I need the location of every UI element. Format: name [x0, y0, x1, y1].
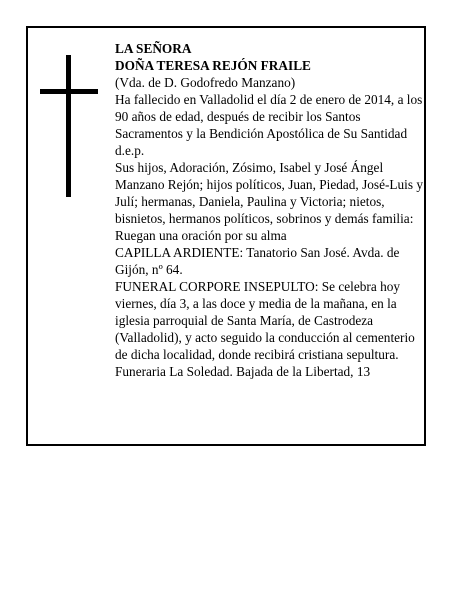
widow-of: (Vda. de D. Godofredo Manzano) — [115, 75, 296, 90]
funeral-info: FUNERAL CORPORE INSEPULTO: Se celebra hoy viernes, día 3, a las doce y media de la mañana, en la iglesia parroquial de Santa María, de Castrodeza (Valladolid), y acto seguido la conducción al cementerio de dicha localidad, donde recibirá cristiana sepultura. — [115, 279, 415, 362]
cross-horizontal-bar — [40, 89, 98, 94]
chapel-info: CAPILLA ARDIENTE: Tanatorio San José. Avda. de Gijón, nº 64. — [115, 245, 400, 277]
title-line-1: LA SEÑORA — [115, 41, 192, 56]
rip-text: d.e.p. — [115, 143, 145, 158]
family-list: Sus hijos, Adoración, Zósimo, Isabel y José Ángel Manzano Rejón; hijos políticos, Juan, Piedad, José-Luis y Julí; hermanas, Daniela, Paulina y Victoria; nietos, bisnietos, hermanos políticos, sobrinos y demás familia: — [115, 160, 424, 226]
obituary-text — [115, 40, 423, 380]
cross-vertical-bar — [66, 55, 71, 197]
deceased-name: DOÑA TERESA REJÓN FRAILE — [115, 58, 311, 73]
death-announcement: Ha fallecido en Valladolid el día 2 de enero de 2014, a los 90 años de edad, después de recibir los Santos Sacramentos y la Bendición Apostólica de Su Santidad — [115, 92, 423, 141]
cross-icon — [40, 55, 100, 197]
obituary-notice — [26, 26, 426, 446]
funeral-home: Funeraria La Soledad. Bajada de la Libertad, 13 — [115, 364, 371, 379]
prayer-request: Ruegan una oración por su alma — [115, 228, 287, 243]
